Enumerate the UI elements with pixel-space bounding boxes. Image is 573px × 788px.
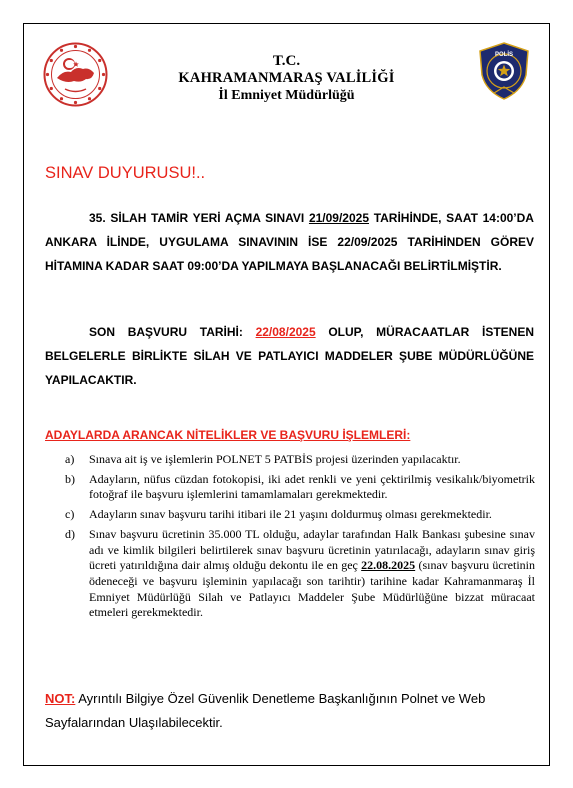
note-label: NOT: xyxy=(45,691,76,706)
list-marker: d) xyxy=(65,526,75,541)
exam-date-paragraph xyxy=(45,206,534,278)
list-item-text: Adayların, nüfus cüzdan fotokopisi, iki adet renkli ve yeni çektirilmiş vesikalık/biyometrik fotoğraf ile başvuru işlemlerini tamamlamaları gerekmektedir. xyxy=(89,471,535,502)
deadline-text-1: SON BAŞVURU TARİHİ: xyxy=(89,325,256,339)
list-item-text: Adayların sınav başvuru tarihi itibari ile 21 yaşını doldurmuş olması gerekmektedir. xyxy=(89,507,492,522)
announcement-title: SINAV DUYURUSU!.. xyxy=(45,164,206,182)
list-item-text-continued: (sınav başvuru ücretinin ödeneceği ve başvuru işleminin yapılacağı son tarihtir) tarihine kadar Kahramanmaraş İl Emniyet Müdürlüğü Silah ve Patlayıcı Maddeler Şube Müdürlüğüne bizzat müracaat etmeleri gerekmektedir. xyxy=(89,558,536,620)
exam-date-text-1: 35. SİLAH TAMİR YERİ AÇMA SINAVI xyxy=(89,211,309,225)
exam-date-text-2: TARİHİNDE, SAAT 14:00’DA ANKARA İLİNDE, UYGULAMA SINAVININ İSE 22/09/2025 TARİHİNDEN GÖREV HİTAMINA KADAR SAAT 09:00’DA YAPILMAYA BAŞLANACAĞI BELİRTİLMİŞTİR. xyxy=(45,211,534,273)
list-marker: c) xyxy=(65,507,75,522)
list-item xyxy=(65,507,535,523)
document-border xyxy=(23,23,550,766)
list-item xyxy=(65,527,535,621)
deadline-date: 22/08/2025 xyxy=(255,325,316,339)
exam-date: 21/09/2025 xyxy=(308,211,369,225)
list-item-text: Sınava ait iş ve işlemlerin POLNET 5 PATBİS projesi üzerinden yapılacaktır. xyxy=(89,452,461,466)
governorship-seal-icon xyxy=(43,42,108,107)
list-item xyxy=(65,472,535,503)
police-emblem-label: POLİS xyxy=(494,52,514,58)
list-item xyxy=(65,452,535,468)
requirements-title: ADAYLARDA ARANCAK NİTELİKLER VE BAŞVURU İŞLEMLERİ: xyxy=(45,428,411,442)
header-line-governorship: KAHRAMANMARAŞ VALİLİĞİ xyxy=(178,70,395,86)
header-line-directorate: İl Emniyet Müdürlüğü xyxy=(218,88,355,103)
police-emblem-icon xyxy=(476,41,532,101)
deadline-paragraph xyxy=(45,320,534,392)
list-marker: a) xyxy=(65,452,75,466)
letterhead xyxy=(120,53,453,104)
list-item-text: Sınav başvuru ücretinin 35.000 TL olduğu, adaylar tarafından Halk Bankası şubesine sınav adı ve kimlik bilgileri belirtilerek sınav başvuru ücretinin yatırılacağı, adayların sınav giriş ücreti yatırıldığına dair almış olduğu dekontu ile en geç xyxy=(89,526,535,573)
deadline-text-2: OLUP, MÜRACAATLAR İSTENEN BELGELERLE BİRLİKTE SİLAH VE PATLAYICI MADDELER ŞUBE MÜDÜRLÜĞÜNE YAPILACAKTIR. xyxy=(45,325,534,387)
list-marker: b) xyxy=(65,471,75,486)
note-paragraph xyxy=(45,687,530,735)
note-text: Ayrıntılı Bilgiye Özel Güvenlik Denetleme Başkanlığının Polnet ve Web Sayfalarından Ulaşılabilecektir. xyxy=(45,691,486,730)
payment-deadline-date: 22.08.2025 xyxy=(361,558,416,573)
requirements-list xyxy=(65,452,535,625)
header-line-tc: T.C. xyxy=(272,53,301,69)
